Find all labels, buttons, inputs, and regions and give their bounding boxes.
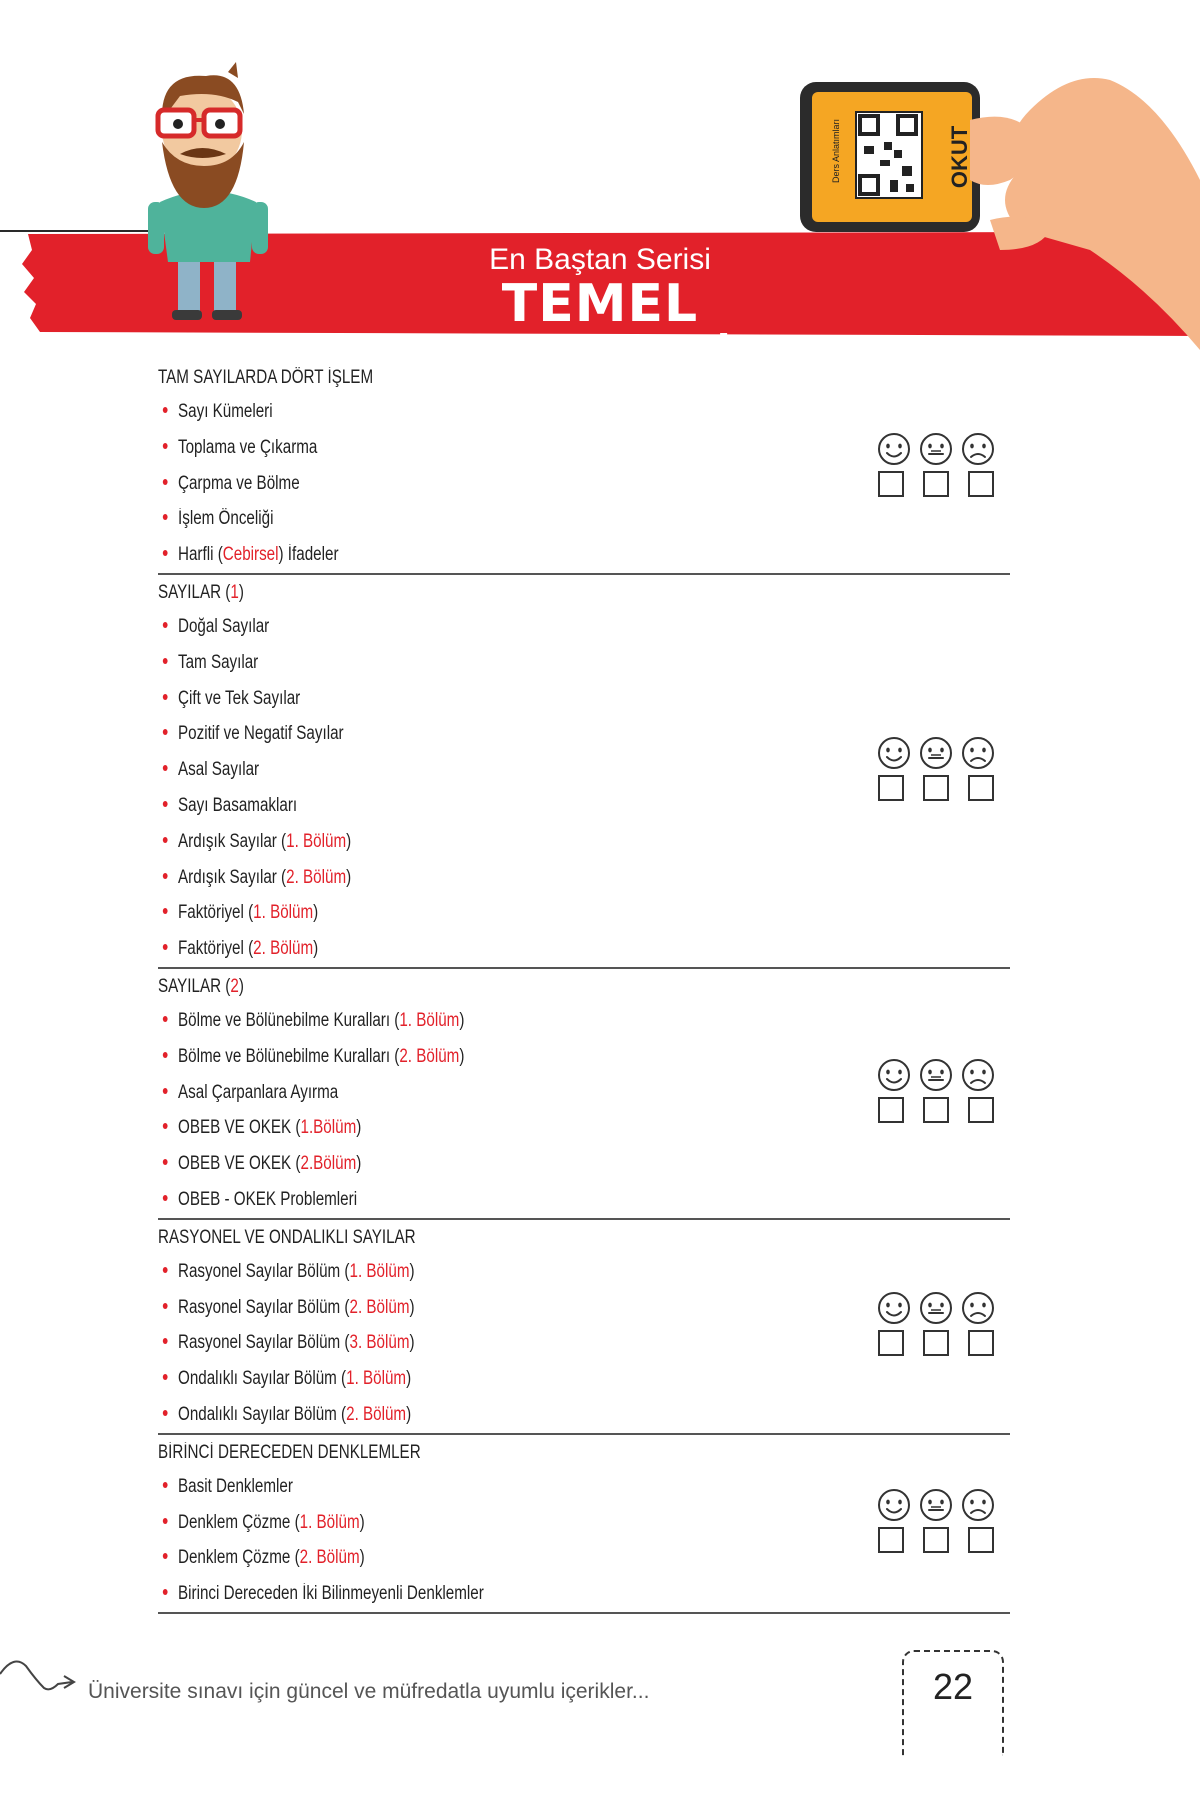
- bullet-icon: [163, 944, 168, 950]
- topic-item: Bölme ve Bölünebilme Kuralları (2. Bölüm): [158, 1039, 840, 1075]
- happy-face-icon: [876, 1057, 912, 1093]
- happy-face-icon: [876, 735, 912, 771]
- topic-item: Faktöriyel (1. Bölüm): [158, 895, 840, 931]
- rating-checkbox[interactable]: [968, 775, 994, 801]
- topic-item: Asal Çarpanlara Ayırma: [158, 1075, 840, 1111]
- rating-checkbox[interactable]: [968, 1330, 994, 1356]
- bullet-icon: [163, 1159, 168, 1165]
- bullet-icon: [163, 1410, 168, 1416]
- series-name: En Baştan Serisi: [489, 243, 711, 276]
- footer-tagline: Üniversite sınavı için güncel ve müfredatla uyumlu içerikler...: [88, 1680, 650, 1703]
- topic-item: Sayı Kümeleri: [158, 394, 840, 430]
- topic-item: Harfli (Cebirsel) İfadeler: [158, 537, 840, 573]
- self-assessment: [876, 1487, 996, 1553]
- rating-checkbox[interactable]: [968, 1527, 994, 1553]
- section-title: RASYONEL VE ONDALIKLI SAYILAR: [158, 1226, 416, 1248]
- curved-arrow-icon: [0, 1652, 80, 1692]
- page-number: 22: [932, 1666, 974, 1707]
- bullet-icon: [163, 658, 168, 664]
- bullet-icon: [163, 1195, 168, 1201]
- topic-section: [158, 1220, 1010, 1435]
- topic-item: OBEB - OKEK Problemleri: [158, 1182, 840, 1218]
- self-assessment: [876, 735, 996, 801]
- section-title: SAYILAR (2): [158, 975, 244, 997]
- rating-checkbox[interactable]: [923, 1097, 949, 1123]
- self-assessment: [876, 431, 996, 497]
- topic-item: Rasyonel Sayılar Bölüm (3. Bölüm): [158, 1325, 840, 1361]
- bullet-icon: [163, 1338, 168, 1344]
- bullet-icon: [163, 1553, 168, 1559]
- topic-item: Toplama ve Çıkarma: [158, 430, 840, 466]
- bullet-icon: [163, 694, 168, 700]
- sad-face-icon: [960, 1487, 996, 1523]
- topic-item: Doğal Sayılar: [158, 609, 840, 645]
- bullet-icon: [163, 837, 168, 843]
- topic-item: Asal Sayılar: [158, 752, 840, 788]
- topic-item: İşlem Önceliği: [158, 501, 840, 537]
- bullet-icon: [163, 1123, 168, 1129]
- topic-item: OBEB VE OKEK (2.Bölüm): [158, 1146, 840, 1182]
- bullet-icon: [163, 1016, 168, 1022]
- topic-item: Çarpma ve Bölme: [158, 466, 840, 502]
- bullet-icon: [163, 1303, 168, 1309]
- bullet-icon: [163, 1374, 168, 1380]
- topic-item: Tam Sayılar: [158, 645, 840, 681]
- bullet-icon: [163, 729, 168, 735]
- topic-section: [158, 575, 1010, 969]
- topic-item: Sayı Basamakları: [158, 788, 840, 824]
- happy-face-icon: [876, 431, 912, 467]
- topic-section: [158, 969, 1010, 1220]
- topic-item: Ondalıklı Sayılar Bölüm (2. Bölüm): [158, 1397, 840, 1433]
- happy-face-icon: [876, 1290, 912, 1326]
- bullet-icon: [163, 407, 168, 413]
- topic-item: Birinci Dereceden İki Bilinmeyenli Denklemler: [158, 1576, 840, 1612]
- sad-face-icon: [960, 1290, 996, 1326]
- rating-checkbox[interactable]: [878, 1330, 904, 1356]
- phone-qr-icon: [790, 50, 1200, 350]
- bullet-icon: [163, 1518, 168, 1524]
- bullet-icon: [163, 1088, 168, 1094]
- rating-checkbox[interactable]: [923, 1330, 949, 1356]
- topic-item: Ondalıklı Sayılar Bölüm (1. Bölüm): [158, 1361, 840, 1397]
- sad-face-icon: [960, 1057, 996, 1093]
- bullet-icon: [163, 1267, 168, 1273]
- topic-item: Rasyonel Sayılar Bölüm (1. Bölüm): [158, 1254, 840, 1290]
- rating-checkbox[interactable]: [923, 775, 949, 801]
- rating-checkbox[interactable]: [878, 1097, 904, 1123]
- topic-item: Ardışık Sayılar (2. Bölüm): [158, 860, 840, 896]
- happy-face-icon: [876, 1487, 912, 1523]
- rating-checkbox[interactable]: [878, 471, 904, 497]
- self-assessment: [876, 1290, 996, 1356]
- phone-scan-label: OKUT: [947, 125, 972, 189]
- bullet-icon: [163, 908, 168, 914]
- topic-item: Bölme ve Bölünebilme Kuralları (1. Bölüm): [158, 1003, 840, 1039]
- topic-item: Ardışık Sayılar (1. Bölüm): [158, 824, 840, 860]
- rating-checkbox[interactable]: [923, 1527, 949, 1553]
- bullet-icon: [163, 873, 168, 879]
- topic-section: [158, 1435, 1010, 1614]
- bullet-icon: [163, 1482, 168, 1488]
- topic-section: [158, 360, 1010, 575]
- topic-item: Basit Denklemler: [158, 1469, 840, 1505]
- rating-checkbox[interactable]: [923, 471, 949, 497]
- rating-checkbox[interactable]: [968, 471, 994, 497]
- sad-face-icon: [960, 735, 996, 771]
- bullet-icon: [163, 550, 168, 556]
- bullet-icon: [163, 622, 168, 628]
- topic-checklist: [158, 360, 1010, 1614]
- neutral-face-icon: [918, 1487, 954, 1523]
- bullet-icon: [163, 514, 168, 520]
- topic-item: Denklem Çözme (2. Bölüm): [158, 1540, 840, 1576]
- bullet-icon: [163, 479, 168, 485]
- topic-item: OBEB VE OKEK (1.Bölüm): [158, 1110, 840, 1146]
- neutral-face-icon: [918, 735, 954, 771]
- bullet-icon: [163, 1589, 168, 1595]
- topic-item: Çift ve Tek Sayılar: [158, 681, 840, 717]
- neutral-face-icon: [918, 1057, 954, 1093]
- bullet-icon: [163, 765, 168, 771]
- section-title: SAYILAR (1): [158, 581, 244, 603]
- topic-item: Faktöriyel (2. Bölüm): [158, 931, 840, 967]
- bullet-icon: [163, 1052, 168, 1058]
- book-title: TEMEL MATEMATİK: [424, 274, 776, 394]
- rating-checkbox[interactable]: [968, 1097, 994, 1123]
- self-assessment: [876, 1057, 996, 1123]
- teacher-mascot-icon: [140, 62, 280, 324]
- topic-item: Denklem Çözme (1. Bölüm): [158, 1505, 840, 1541]
- topic-item: Rasyonel Sayılar Bölüm (2. Bölüm): [158, 1290, 840, 1326]
- topic-item: Pozitif ve Negatif Sayılar: [158, 716, 840, 752]
- section-title: TAM SAYILARDA DÖRT İŞLEM: [158, 367, 374, 388]
- section-title: BİRİNCİ DERECEDEN DENKLEMLER: [158, 1441, 421, 1463]
- bullet-icon: [163, 801, 168, 807]
- neutral-face-icon: [918, 1290, 954, 1326]
- sad-face-icon: [960, 431, 996, 467]
- phone-screen-label: Ders Anlatımları: [831, 118, 841, 184]
- rating-checkbox[interactable]: [878, 1527, 904, 1553]
- neutral-face-icon: [918, 431, 954, 467]
- bullet-icon: [163, 443, 168, 449]
- page-number-box: [902, 1650, 1004, 1756]
- rating-checkbox[interactable]: [878, 775, 904, 801]
